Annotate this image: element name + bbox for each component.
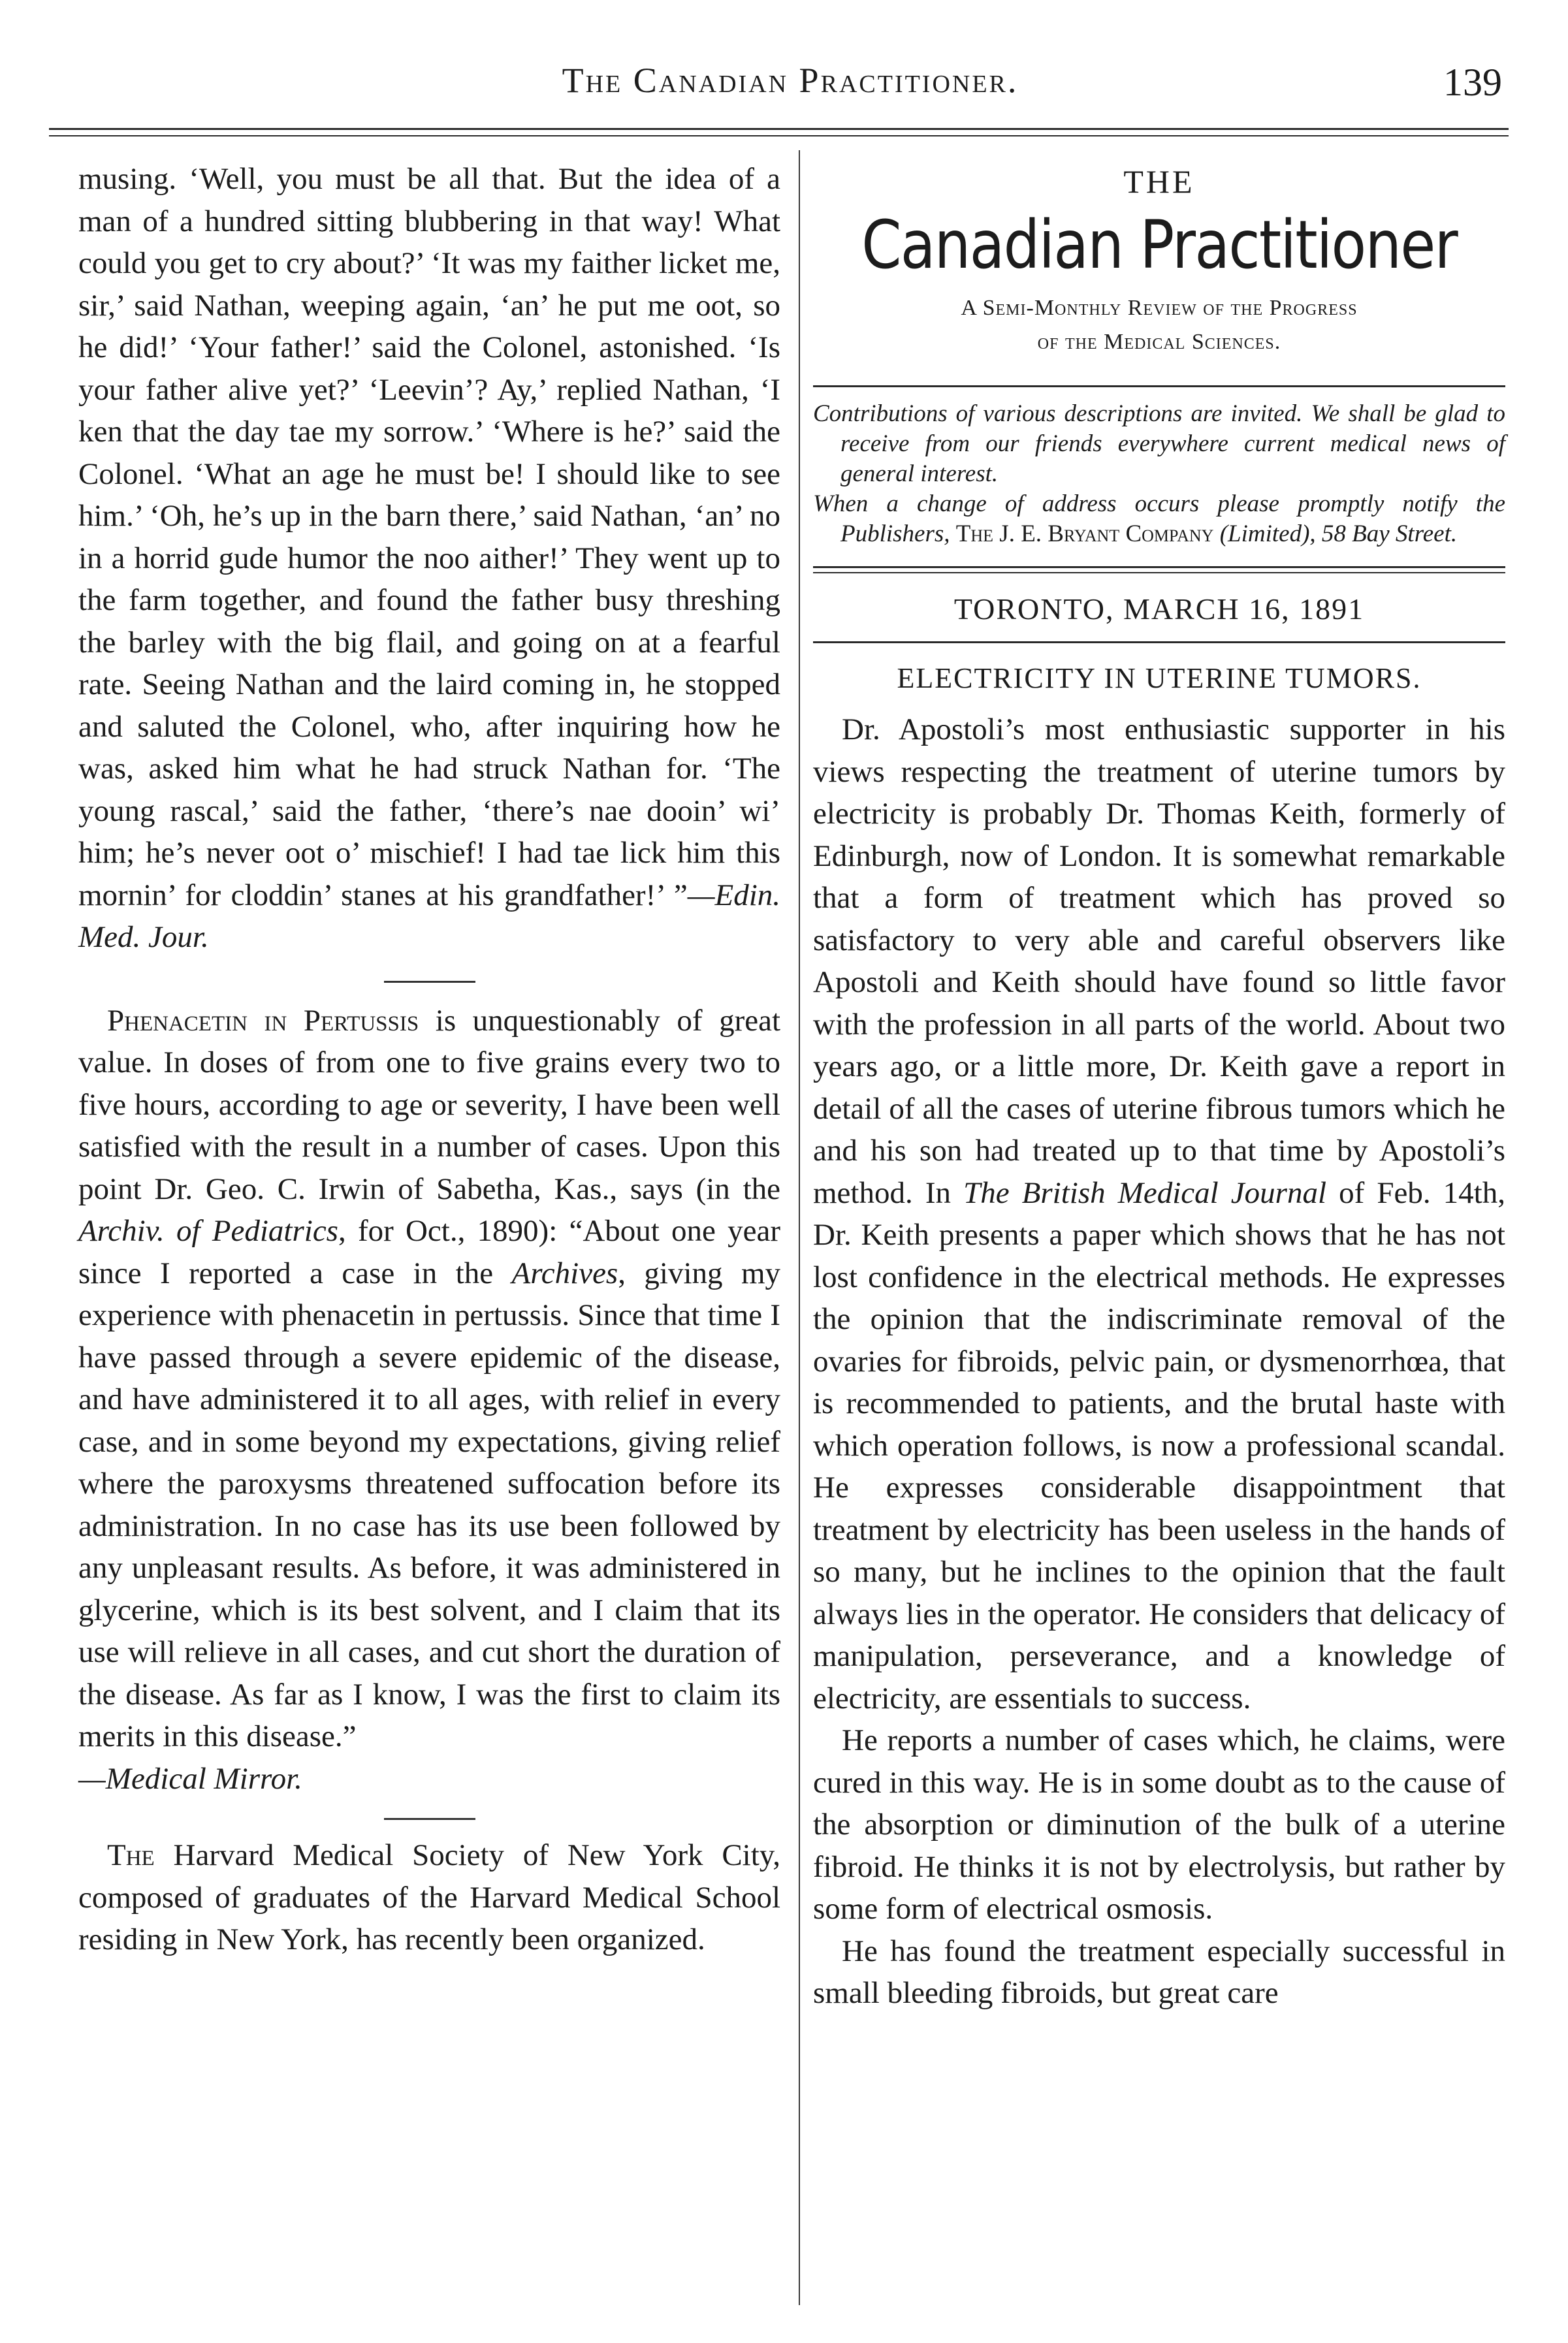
running-title: The Canadian Practitioner. — [562, 61, 1019, 100]
article-headline: ELECTRICITY IN UTERINE TUMORS. — [897, 662, 1422, 694]
page-number: 139 — [1443, 61, 1502, 104]
section-separator — [384, 1818, 475, 1820]
masthead-title: Canadian Practitioner — [861, 206, 1457, 284]
phenacetin-archives: Archives — [511, 1256, 618, 1290]
contributions-notice: Contributions of various descriptions are invited. We shall be glad to receive from our friends everywhere current medical news of general interest. — [813, 400, 1505, 487]
phenacetin-journal: Archiv. of Pediatrics — [78, 1214, 338, 1248]
harvard-text: Harvard Medical Society of New York City, composed of graduates of the Harvard Medical School residing in New York, has recently been organized. — [78, 1838, 780, 1956]
harvard-lead: The — [107, 1838, 155, 1872]
phenacetin-paragraph — [78, 1000, 780, 1758]
address-notice — [813, 489, 1505, 549]
story-text: musing. ‘Well, you must be all that. But the idea of a man of a hundred sitting blubbering in that way! What could you get to cry about?’ ‘It was my faither licket me, sir,’ said Nathan, weeping again, ‘an’ he put me oot, so he did!’ ‘Your father!’ said the Colonel, astonished. ‘Is your father alive yet?’ ‘Leevin’? Ay,’ replied Nathan, ‘I ken that the day tae my sorrow.’ ‘Where is he?’ said the Colonel. ‘What an age he must be! I should like to see him.’ ‘Oh, he’s up in the barn there,’ said Nathan, ‘an’ no in a horrid gude humor the noo aither!’ They went up to the farm together, and found the father busy threshing the barley with the big flail, and going on at a fearful rate. Seeing Nathan and the laird coming in, he stopped and saluted the Colonel, who, after inquiring how he was, asked him what he had struck Nathan for. ‘The young rascal,’ said the father, ‘there’s nae dooin’ wi’ him; he’s never oot o’ mischief! I had tae lick him this mornin’ for cloddin’ stanes at his grandfather!’ ” — [78, 162, 780, 912]
article-p1-a: Dr. Apostoli’s most enthusiastic supporter in his views respecting the treatment of uterine tumors by electricity is probably Dr. Thomas Keith, formerly of Edinburgh, now of London. It is somewhat remarkable that a form of treatment which has proved so satisfactory to very able and careful observers like Apostoli and Keith should have found so little favor with the profession in all parts of the world. About two years ago, or a little more, Dr. Keith gave a report in detail of all the cases of uterine fibrous tumors which he and his son had treated up to that time by Apostoli’s method. In — [813, 712, 1505, 1210]
article-journal: The British Medical Journal — [963, 1175, 1326, 1210]
header-rule — [49, 128, 1509, 136]
left-column — [78, 158, 780, 1961]
section-separator — [384, 981, 475, 983]
story-source: —Edin. Med. Jour. — [78, 878, 780, 954]
masthead-subtitle-1: A Semi-Monthly Review of the Progress — [961, 296, 1358, 320]
harvard-paragraph — [78, 1834, 780, 1961]
masthead-rule — [813, 385, 1505, 387]
column-divider — [799, 150, 800, 2305]
running-header — [78, 60, 1502, 106]
article-paragraph-3: He has found the treatment especially successful in small bleeding fibroids, but great care — [813, 1934, 1505, 2010]
publisher-name: The J. E. Bryant Company — [955, 520, 1214, 547]
address-notice-b: (Limited), 58 Bay Street. — [1213, 520, 1458, 547]
phenacetin-source-line — [78, 1758, 780, 1800]
article-p1-b: of Feb. 14th, Dr. Keith presents a paper which shows that he has not lost confidence in the electrical methods. He expresses the opinion that the indiscriminate removal of the ovaries for fibroids, pelvic pain, or dysmenorrhœa, that is recommended to patients, and the brutal haste with which operation follows, is now a professional scandal. He expresses considerable disappointment that treatment by electricity has been useless in the hands of so many, but he inclines to the opinion that the fault always lies in the operator. He considers that delicacy of manipulation, perseverance, and a knowledge of electricity, are essentials to success. — [813, 1175, 1505, 1715]
article-paragraph-2: He reports a number of cases which, he claims, were cured in this way. He is in some doubt as to the cause of the absorption or diminution of the bulk of a uterine fibroid. He thinks it is not by electrolysis, but rather by some form of electrical osmosis. — [813, 1723, 1505, 1926]
masthead-subtitle-2: of the Medical Sciences. — [1037, 330, 1281, 354]
phenacetin-lead: Phenacetin in Pertussis — [107, 1003, 419, 1038]
masthead-the: THE — [1123, 163, 1195, 200]
right-column — [813, 158, 1505, 2015]
notice-rule — [813, 566, 1505, 573]
dateline: TORONTO, MARCH 16, 1891 — [953, 592, 1365, 626]
continued-story-paragraph — [78, 158, 780, 959]
address-notice-a: When a change of address occurs please promptly notify the Publishers, — [813, 490, 1505, 547]
phenacetin-text-b: , for Oct., 1890): “About one year since I reported a case in the — [78, 1214, 781, 1290]
phenacetin-text-a: is unquestionably of great value. In doses of from one to five grains every two to five hours, according to age or severity, I have been well satisfied with the result in a number of cases. Upon this point Dr. Geo. C. Irwin of Sabetha, Kas., says (in the — [78, 1003, 781, 1206]
phenacetin-text-c: , giving my experience with phenacetin in pertussis. Since that time I have passed through a severe epidemic of the disease, and have administered it to all ages, with relief in every case, and in some beyond my expectations, giving relief where the paroxysms threatened suffocation before its administration. In no case has its use been followed by any unpleasant results. As before, it was administered in glycerine, which is its best solvent, and I claim that its use will relieve in all cases, and cut short the duration of the disease. As far as I know, I was the first to claim its merits in this disease.” — [78, 1256, 781, 1753]
phenacetin-source: —Medical Mirror. — [78, 1761, 302, 1796]
article-paragraph-1 — [813, 709, 1505, 1719]
dateline-rule — [813, 641, 1505, 643]
